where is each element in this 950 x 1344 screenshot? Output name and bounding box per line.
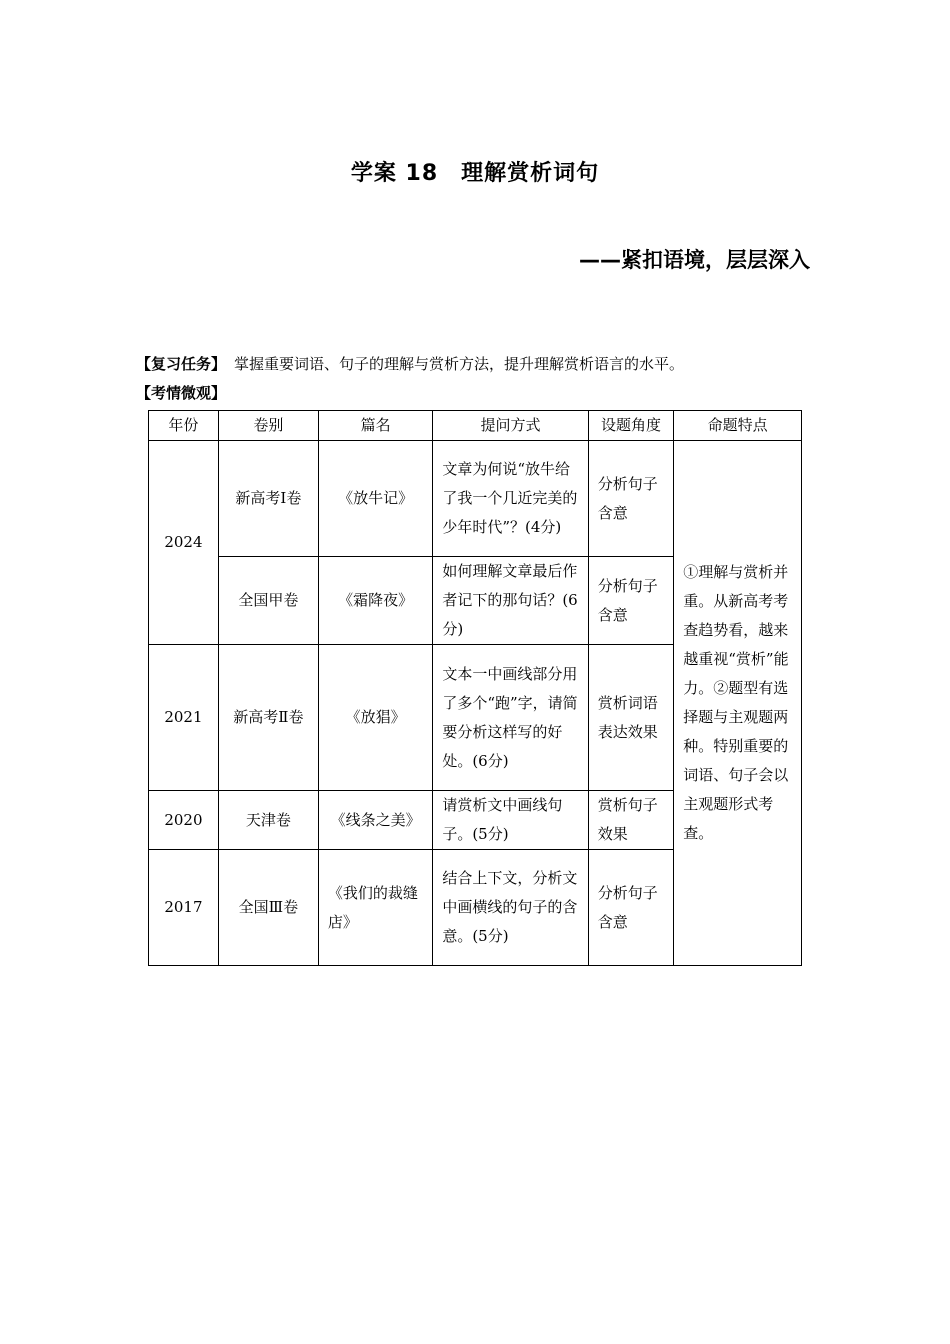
cell-angle: 赏析词语表达效果 xyxy=(588,645,674,791)
cell-year: 2021 xyxy=(149,645,219,791)
cell-title: 《我们的裁缝店》 xyxy=(318,850,432,966)
review-task-label: 【复习任务】 xyxy=(136,355,227,373)
cell-year: 2017 xyxy=(149,850,219,966)
cell-question: 文本一中画线部分用了多个“跑”字，请简要分析这样写的好处。(6分) xyxy=(433,645,588,791)
cell-question: 如何理解文章最后作者记下的那句话？(6分) xyxy=(433,557,588,645)
cell-question: 请赏析文中画线句子。(5分) xyxy=(433,791,588,850)
exam-table xyxy=(148,410,802,966)
header-question: 提问方式 xyxy=(433,411,588,441)
cell-title: 《霜降夜》 xyxy=(318,557,432,645)
cell-title: 《放牛记》 xyxy=(318,441,432,557)
cell-angle: 分析句子含意 xyxy=(588,850,674,966)
header-angle: 设题角度 xyxy=(588,411,674,441)
cell-angle: 分析句子含意 xyxy=(588,441,674,557)
cell-title: 《放猖》 xyxy=(318,645,432,791)
cell-angle: 分析句子含意 xyxy=(588,557,674,645)
cell-year: 2020 xyxy=(149,791,219,850)
header-paper: 卷别 xyxy=(218,411,318,441)
cell-year: 2024 xyxy=(149,441,219,645)
exam-overview-label: 【考情微观】 xyxy=(136,384,227,402)
cell-question: 结合上下文，分析文中画横线的句子的含意。(5分) xyxy=(433,850,588,966)
header-title: 篇名 xyxy=(318,411,432,441)
cell-title: 《线条之美》 xyxy=(318,791,432,850)
header-year: 年份 xyxy=(149,411,219,441)
cell-paper: 全国甲卷 xyxy=(218,557,318,645)
cell-feature: ①理解与赏析并重。从新高考考查趋势看，越来越重视“赏析”能力。②题型有选择题与主观题两种。特别重要的词语、句子会以主观题形式考查。 xyxy=(674,441,802,966)
cell-paper: 全国Ⅲ卷 xyxy=(218,850,318,966)
table-header-row xyxy=(149,411,802,441)
cell-paper: 天津卷 xyxy=(218,791,318,850)
cell-paper: 新高考Ⅰ卷 xyxy=(218,441,318,557)
header-feature: 命题特点 xyxy=(674,411,802,441)
cell-paper: 新高考Ⅱ卷 xyxy=(218,645,318,791)
page-subtitle: ——紧扣语境，层层深入 xyxy=(579,248,810,272)
review-task xyxy=(136,353,684,374)
review-task-text: 掌握重要词语、句子的理解与赏析方法，提升理解赏析语言的水平。 xyxy=(234,355,685,373)
cell-angle: 赏析句子效果 xyxy=(588,791,674,850)
cell-question: 文章为何说“放牛给了我一个几近完美的少年时代”？(4分) xyxy=(433,441,588,557)
page-title: 学案 18 理解赏析词句 xyxy=(350,161,600,186)
table-row xyxy=(149,441,802,557)
